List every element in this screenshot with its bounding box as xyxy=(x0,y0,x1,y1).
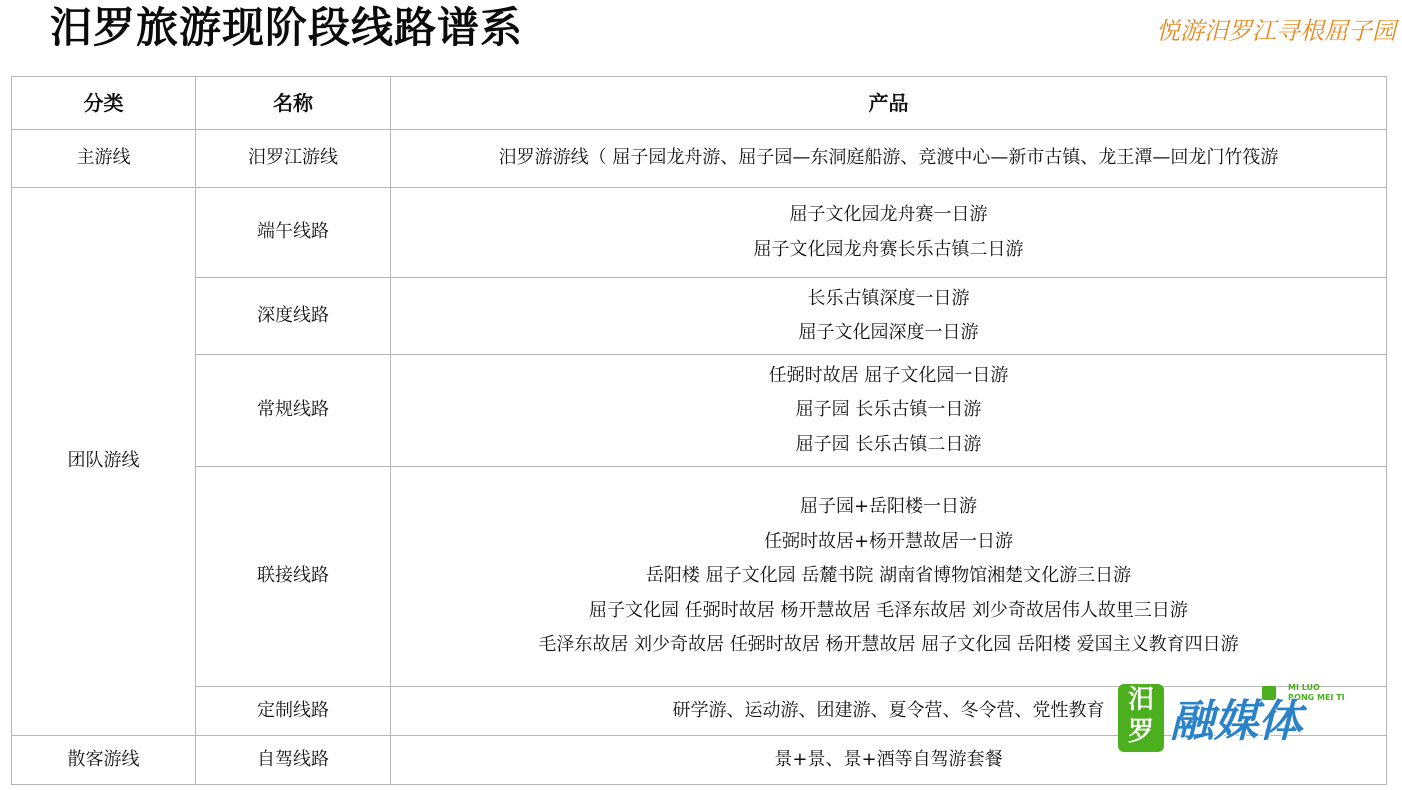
product-line: 屈子园 长乐古镇一日游 xyxy=(795,399,982,421)
category-cell: 散客游线 xyxy=(12,736,196,785)
product-line: 汨罗游游线（ 屈子园龙舟游、屈子园—东洞庭船游、竞渡中心—新市古镇、龙王潭—回龙门竹筏游 xyxy=(498,147,1279,169)
product-cell xyxy=(391,355,1387,467)
table-row xyxy=(12,467,1387,687)
table-row xyxy=(12,130,1387,188)
name-cell: 自驾线路 xyxy=(196,736,391,785)
product-line: 毛泽东故居 刘少奇故居 任弼时故居 杨开慧故居 屈子文化园 岳阳楼 爱国主义教育四日游 xyxy=(538,634,1239,656)
logo-mark-char: 罗 xyxy=(1127,717,1154,747)
product-line: 屈子文化园龙舟赛长乐古镇二日游 xyxy=(753,238,1024,260)
header-name: 名称 xyxy=(196,77,391,130)
page-title: 汨罗旅游现阶段线路谱系 xyxy=(50,3,524,52)
route-table xyxy=(11,76,1387,785)
table-header-row xyxy=(12,77,1387,130)
product-line: 研学游、运动游、团建游、夏令营、冬令营、党性教育 xyxy=(672,699,1105,721)
slogan: 悦游汨罗江寻根屈子园 xyxy=(1156,17,1396,45)
product-cell xyxy=(391,278,1387,355)
product-cell xyxy=(391,188,1387,278)
name-cell: 定制线路 xyxy=(196,687,391,736)
name-cell: 常规线路 xyxy=(196,355,391,467)
product-line: 屈子文化园龙舟赛一日游 xyxy=(789,204,988,225)
product-line: 屈子园 长乐古镇二日游 xyxy=(795,433,982,455)
product-cell xyxy=(391,467,1387,687)
product-line: 屈子文化园 任弼时故居 杨开慧故居 毛泽东故居 刘少奇故居伟人故里三日游 xyxy=(589,599,1188,621)
product-cell xyxy=(391,130,1387,188)
logo-tiny-line: RONG MEI TI xyxy=(1288,693,1345,702)
product-line: 屈子园+岳阳楼一日游 xyxy=(799,496,978,518)
table-row xyxy=(12,188,1387,278)
name-cell: 联接线路 xyxy=(196,467,391,687)
product-line: 任弼时故居+杨开慧故居一日游 xyxy=(763,530,1014,552)
category-cell: 主游线 xyxy=(12,130,196,188)
product-line: 屈子文化园深度一日游 xyxy=(798,322,979,343)
product-line: 景+景、景+酒等自驾游套餐 xyxy=(774,748,1003,770)
logo-mark xyxy=(1118,684,1164,752)
media-watermark-logo xyxy=(1118,680,1368,756)
logo-tiny-line: MI LUO xyxy=(1288,683,1320,692)
name-cell: 汨罗江游线 xyxy=(196,130,391,188)
name-cell: 端午线路 xyxy=(196,188,391,278)
header-product: 产品 xyxy=(391,77,1387,130)
logo-mark-char: 汨 xyxy=(1127,685,1154,715)
logo-main-text: 融媒体 xyxy=(1170,696,1302,747)
table-row xyxy=(12,278,1387,355)
table-row xyxy=(12,355,1387,467)
category-cell: 团队游线 xyxy=(12,188,196,736)
name-cell: 深度线路 xyxy=(196,278,391,355)
product-line: 岳阳楼 屈子文化园 岳麓书院 湖南省博物馆湘楚文化游三日游 xyxy=(645,565,1132,587)
header-category: 分类 xyxy=(12,77,196,130)
product-line: 任弼时故居 屈子文化园一日游 xyxy=(768,364,1009,386)
product-line: 长乐古镇深度一日游 xyxy=(807,287,970,309)
